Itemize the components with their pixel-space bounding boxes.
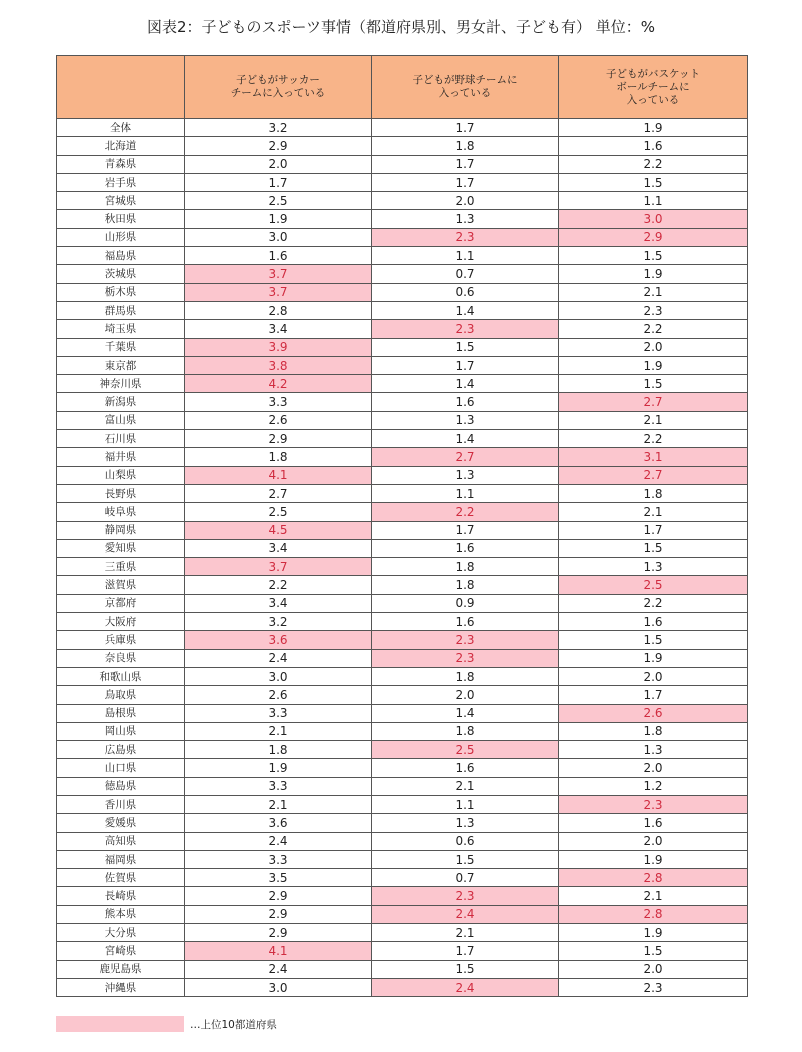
baseball-value-cell: 1.3 xyxy=(372,814,559,832)
prefecture-cell: 鹿児島県 xyxy=(57,960,185,978)
soccer-value-cell: 3.2 xyxy=(185,119,372,137)
prefecture-cell: 山形県 xyxy=(57,228,185,246)
table-row xyxy=(57,375,748,393)
table-row xyxy=(57,576,748,594)
prefecture-cell: 佐賀県 xyxy=(57,869,185,887)
table-row xyxy=(57,247,748,265)
basketball-value-cell: 2.2 xyxy=(559,430,748,448)
baseball-value-cell: 2.3 xyxy=(372,887,559,905)
table-row xyxy=(57,594,748,612)
basketball-value-cell: 3.1 xyxy=(559,448,748,466)
baseball-value-cell: 1.4 xyxy=(372,375,559,393)
soccer-value-cell: 3.7 xyxy=(185,265,372,283)
prefecture-cell: 栃木県 xyxy=(57,283,185,301)
basketball-value-cell: 2.1 xyxy=(559,283,748,301)
table-row xyxy=(57,686,748,704)
table-row xyxy=(57,631,748,649)
basketball-value-cell: 1.9 xyxy=(559,119,748,137)
prefecture-cell: 山梨県 xyxy=(57,466,185,484)
baseball-value-cell: 1.6 xyxy=(372,393,559,411)
basketball-value-cell: 2.3 xyxy=(559,301,748,319)
prefecture-cell: 長崎県 xyxy=(57,887,185,905)
basketball-value-cell: 2.0 xyxy=(559,667,748,685)
prefecture-cell: 奈良県 xyxy=(57,649,185,667)
baseball-value-cell: 0.6 xyxy=(372,283,559,301)
soccer-value-cell: 2.5 xyxy=(185,503,372,521)
basketball-value-cell: 1.5 xyxy=(559,247,748,265)
prefecture-cell: 群馬県 xyxy=(57,301,185,319)
prefecture-cell: 京都府 xyxy=(57,594,185,612)
soccer-value-cell: 2.6 xyxy=(185,686,372,704)
prefecture-cell: 全体 xyxy=(57,119,185,137)
soccer-value-cell: 3.0 xyxy=(185,667,372,685)
table-row xyxy=(57,466,748,484)
basketball-value-cell: 1.9 xyxy=(559,265,748,283)
soccer-value-cell: 4.5 xyxy=(185,521,372,539)
prefecture-cell: 宮城県 xyxy=(57,192,185,210)
basketball-value-cell: 2.1 xyxy=(559,411,748,429)
soccer-value-cell: 2.4 xyxy=(185,832,372,850)
prefecture-cell: 愛知県 xyxy=(57,539,185,557)
basketball-value-cell: 2.5 xyxy=(559,576,748,594)
prefecture-cell: 鳥取県 xyxy=(57,686,185,704)
soccer-value-cell: 3.2 xyxy=(185,613,372,631)
header-cell-baseball: 子どもが野球チームに 入っている xyxy=(372,56,559,119)
table-row xyxy=(57,887,748,905)
soccer-value-cell: 1.7 xyxy=(185,173,372,191)
table-row xyxy=(57,722,748,740)
basketball-value-cell: 1.5 xyxy=(559,375,748,393)
basketball-value-cell: 2.0 xyxy=(559,759,748,777)
soccer-value-cell: 1.8 xyxy=(185,741,372,759)
basketball-value-cell: 2.8 xyxy=(559,869,748,887)
basketball-value-cell: 1.2 xyxy=(559,777,748,795)
soccer-value-cell: 2.9 xyxy=(185,137,372,155)
baseball-value-cell: 1.3 xyxy=(372,466,559,484)
basketball-value-cell: 2.7 xyxy=(559,393,748,411)
prefecture-cell: 兵庫県 xyxy=(57,631,185,649)
prefecture-cell: 青森県 xyxy=(57,155,185,173)
prefecture-cell: 沖縄県 xyxy=(57,978,185,996)
table-row xyxy=(57,704,748,722)
prefecture-cell: 愛媛県 xyxy=(57,814,185,832)
table-row xyxy=(57,283,748,301)
basketball-value-cell: 2.1 xyxy=(559,503,748,521)
table-row xyxy=(57,869,748,887)
baseball-value-cell: 1.6 xyxy=(372,613,559,631)
basketball-value-cell: 1.6 xyxy=(559,137,748,155)
basketball-value-cell: 2.2 xyxy=(559,594,748,612)
basketball-value-cell: 2.0 xyxy=(559,960,748,978)
soccer-value-cell: 2.9 xyxy=(185,887,372,905)
soccer-value-cell: 2.4 xyxy=(185,960,372,978)
prefecture-cell: 徳島県 xyxy=(57,777,185,795)
basketball-value-cell: 3.0 xyxy=(559,210,748,228)
basketball-value-cell: 1.5 xyxy=(559,942,748,960)
prefecture-cell: 島根県 xyxy=(57,704,185,722)
table-row xyxy=(57,613,748,631)
soccer-value-cell: 3.6 xyxy=(185,814,372,832)
soccer-value-cell: 3.0 xyxy=(185,978,372,996)
basketball-value-cell: 1.3 xyxy=(559,558,748,576)
basketball-value-cell: 2.3 xyxy=(559,795,748,813)
soccer-value-cell: 4.1 xyxy=(185,466,372,484)
soccer-value-cell: 3.7 xyxy=(185,283,372,301)
baseball-value-cell: 2.3 xyxy=(372,631,559,649)
table-row xyxy=(57,777,748,795)
prefecture-cell: 長野県 xyxy=(57,484,185,502)
soccer-value-cell: 3.9 xyxy=(185,338,372,356)
baseball-value-cell: 1.6 xyxy=(372,539,559,557)
basketball-value-cell: 1.9 xyxy=(559,356,748,374)
soccer-value-cell: 3.0 xyxy=(185,228,372,246)
basketball-value-cell: 2.2 xyxy=(559,320,748,338)
prefecture-cell: 岐阜県 xyxy=(57,503,185,521)
soccer-value-cell: 3.3 xyxy=(185,704,372,722)
baseball-value-cell: 1.8 xyxy=(372,667,559,685)
table-row xyxy=(57,137,748,155)
soccer-value-cell: 3.5 xyxy=(185,869,372,887)
soccer-value-cell: 3.3 xyxy=(185,850,372,868)
basketball-value-cell: 1.3 xyxy=(559,741,748,759)
baseball-value-cell: 2.4 xyxy=(372,978,559,996)
basketball-value-cell: 2.2 xyxy=(559,155,748,173)
soccer-value-cell: 2.4 xyxy=(185,649,372,667)
prefecture-cell: 北海道 xyxy=(57,137,185,155)
page-title: 図表2：子どものスポーツ事情（都道府県別、男女計、子ども有） 単位：% xyxy=(147,18,655,36)
soccer-value-cell: 2.8 xyxy=(185,301,372,319)
soccer-value-cell: 2.9 xyxy=(185,430,372,448)
table-row xyxy=(57,448,748,466)
table-row xyxy=(57,173,748,191)
table-row xyxy=(57,265,748,283)
prefecture-cell: 埼玉県 xyxy=(57,320,185,338)
baseball-value-cell: 1.8 xyxy=(372,722,559,740)
table-row xyxy=(57,228,748,246)
soccer-value-cell: 4.1 xyxy=(185,942,372,960)
soccer-value-cell: 2.2 xyxy=(185,576,372,594)
prefecture-cell: 福島県 xyxy=(57,247,185,265)
prefecture-cell: 富山県 xyxy=(57,411,185,429)
table-row xyxy=(57,393,748,411)
baseball-value-cell: 1.7 xyxy=(372,119,559,137)
baseball-value-cell: 2.0 xyxy=(372,686,559,704)
soccer-value-cell: 2.9 xyxy=(185,924,372,942)
basketball-value-cell: 1.5 xyxy=(559,173,748,191)
prefecture-cell: 茨城県 xyxy=(57,265,185,283)
table-row xyxy=(57,832,748,850)
soccer-value-cell: 1.9 xyxy=(185,210,372,228)
baseball-value-cell: 2.7 xyxy=(372,448,559,466)
soccer-value-cell: 2.6 xyxy=(185,411,372,429)
prefecture-cell: 神奈川県 xyxy=(57,375,185,393)
soccer-value-cell: 3.4 xyxy=(185,320,372,338)
soccer-value-cell: 3.8 xyxy=(185,356,372,374)
baseball-value-cell: 2.0 xyxy=(372,192,559,210)
baseball-value-cell: 2.3 xyxy=(372,320,559,338)
table-row xyxy=(57,338,748,356)
baseball-value-cell: 2.1 xyxy=(372,777,559,795)
table-row xyxy=(57,978,748,996)
baseball-value-cell: 1.1 xyxy=(372,484,559,502)
soccer-value-cell: 2.0 xyxy=(185,155,372,173)
prefecture-cell: 熊本県 xyxy=(57,905,185,923)
table-row xyxy=(57,795,748,813)
baseball-value-cell: 1.3 xyxy=(372,411,559,429)
header-row xyxy=(57,56,748,119)
prefecture-cell: 香川県 xyxy=(57,795,185,813)
table-row xyxy=(57,320,748,338)
soccer-value-cell: 3.7 xyxy=(185,558,372,576)
baseball-value-cell: 1.7 xyxy=(372,155,559,173)
table-row xyxy=(57,521,748,539)
prefecture-cell: 石川県 xyxy=(57,430,185,448)
baseball-value-cell: 2.4 xyxy=(372,905,559,923)
baseball-value-cell: 0.9 xyxy=(372,594,559,612)
baseball-value-cell: 0.7 xyxy=(372,869,559,887)
prefecture-cell: 東京都 xyxy=(57,356,185,374)
baseball-value-cell: 1.7 xyxy=(372,942,559,960)
baseball-value-cell: 1.5 xyxy=(372,960,559,978)
prefecture-cell: 和歌山県 xyxy=(57,667,185,685)
prefecture-cell: 福岡県 xyxy=(57,850,185,868)
soccer-value-cell: 1.6 xyxy=(185,247,372,265)
basketball-value-cell: 2.1 xyxy=(559,887,748,905)
baseball-value-cell: 2.1 xyxy=(372,924,559,942)
soccer-value-cell: 4.2 xyxy=(185,375,372,393)
table-row xyxy=(57,960,748,978)
table-row xyxy=(57,192,748,210)
basketball-value-cell: 2.6 xyxy=(559,704,748,722)
basketball-value-cell: 1.8 xyxy=(559,722,748,740)
baseball-value-cell: 2.2 xyxy=(372,503,559,521)
basketball-value-cell: 1.6 xyxy=(559,814,748,832)
baseball-value-cell: 1.8 xyxy=(372,137,559,155)
table-row xyxy=(57,558,748,576)
soccer-value-cell: 3.3 xyxy=(185,393,372,411)
basketball-value-cell: 1.5 xyxy=(559,631,748,649)
prefecture-cell: 静岡県 xyxy=(57,521,185,539)
basketball-value-cell: 1.9 xyxy=(559,649,748,667)
soccer-value-cell: 2.7 xyxy=(185,484,372,502)
basketball-value-cell: 2.3 xyxy=(559,978,748,996)
basketball-value-cell: 1.7 xyxy=(559,686,748,704)
prefecture-cell: 宮崎県 xyxy=(57,942,185,960)
prefecture-cell: 広島県 xyxy=(57,741,185,759)
table-row xyxy=(57,924,748,942)
table-row xyxy=(57,210,748,228)
table-row xyxy=(57,759,748,777)
basketball-value-cell: 1.7 xyxy=(559,521,748,539)
soccer-value-cell: 2.1 xyxy=(185,795,372,813)
legend-label: …上位10都道府県 xyxy=(190,1018,277,1031)
header-cell-soccer: 子どもがサッカー チームに入っている xyxy=(185,56,372,119)
basketball-value-cell: 1.8 xyxy=(559,484,748,502)
header-cell-prefecture xyxy=(57,56,185,119)
basketball-value-cell: 2.9 xyxy=(559,228,748,246)
table-header xyxy=(57,56,748,119)
table-row xyxy=(57,649,748,667)
baseball-value-cell: 1.4 xyxy=(372,704,559,722)
baseball-value-cell: 1.7 xyxy=(372,521,559,539)
table-body xyxy=(57,119,748,997)
basketball-value-cell: 1.5 xyxy=(559,539,748,557)
table-row xyxy=(57,430,748,448)
table-row xyxy=(57,741,748,759)
table-row xyxy=(57,411,748,429)
basketball-value-cell: 1.9 xyxy=(559,924,748,942)
prefecture-cell: 秋田県 xyxy=(57,210,185,228)
soccer-value-cell: 3.6 xyxy=(185,631,372,649)
baseball-value-cell: 2.5 xyxy=(372,741,559,759)
table-row xyxy=(57,484,748,502)
baseball-value-cell: 2.3 xyxy=(372,228,559,246)
baseball-value-cell: 1.4 xyxy=(372,301,559,319)
soccer-value-cell: 1.8 xyxy=(185,448,372,466)
table-row xyxy=(57,356,748,374)
prefecture-cell: 福井県 xyxy=(57,448,185,466)
soccer-value-cell: 2.9 xyxy=(185,905,372,923)
legend-swatch xyxy=(56,1016,184,1032)
prefecture-cell: 岩手県 xyxy=(57,173,185,191)
table-row xyxy=(57,814,748,832)
prefecture-cell: 新潟県 xyxy=(57,393,185,411)
soccer-value-cell: 3.3 xyxy=(185,777,372,795)
table-row xyxy=(57,155,748,173)
basketball-value-cell: 2.0 xyxy=(559,832,748,850)
legend xyxy=(56,1016,277,1032)
prefecture-cell: 高知県 xyxy=(57,832,185,850)
prefecture-cell: 大分県 xyxy=(57,924,185,942)
prefecture-cell: 三重県 xyxy=(57,558,185,576)
header-cell-basketball: 子どもがバスケット ボールチームに 入っている xyxy=(559,56,748,119)
baseball-value-cell: 1.1 xyxy=(372,795,559,813)
baseball-value-cell: 1.3 xyxy=(372,210,559,228)
baseball-value-cell: 1.7 xyxy=(372,173,559,191)
basketball-value-cell: 1.9 xyxy=(559,850,748,868)
baseball-value-cell: 2.3 xyxy=(372,649,559,667)
table-row xyxy=(57,119,748,137)
soccer-value-cell: 3.4 xyxy=(185,539,372,557)
basketball-value-cell: 1.6 xyxy=(559,613,748,631)
baseball-value-cell: 1.8 xyxy=(372,576,559,594)
soccer-value-cell: 1.9 xyxy=(185,759,372,777)
baseball-value-cell: 1.5 xyxy=(372,850,559,868)
basketball-value-cell: 2.8 xyxy=(559,905,748,923)
soccer-value-cell: 2.5 xyxy=(185,192,372,210)
baseball-value-cell: 0.6 xyxy=(372,832,559,850)
soccer-value-cell: 2.1 xyxy=(185,722,372,740)
baseball-value-cell: 1.5 xyxy=(372,338,559,356)
baseball-value-cell: 1.4 xyxy=(372,430,559,448)
table-row xyxy=(57,667,748,685)
basketball-value-cell: 2.7 xyxy=(559,466,748,484)
baseball-value-cell: 1.1 xyxy=(372,247,559,265)
basketball-value-cell: 2.0 xyxy=(559,338,748,356)
table-row xyxy=(57,539,748,557)
baseball-value-cell: 0.7 xyxy=(372,265,559,283)
prefecture-cell: 山口県 xyxy=(57,759,185,777)
table-row xyxy=(57,942,748,960)
basketball-value-cell: 1.1 xyxy=(559,192,748,210)
data-table xyxy=(56,55,748,997)
soccer-value-cell: 3.4 xyxy=(185,594,372,612)
prefecture-cell: 千葉県 xyxy=(57,338,185,356)
baseball-value-cell: 1.7 xyxy=(372,356,559,374)
table-row xyxy=(57,905,748,923)
baseball-value-cell: 1.6 xyxy=(372,759,559,777)
prefecture-cell: 岡山県 xyxy=(57,722,185,740)
table-row xyxy=(57,850,748,868)
table-row xyxy=(57,301,748,319)
prefecture-cell: 滋賀県 xyxy=(57,576,185,594)
baseball-value-cell: 1.8 xyxy=(372,558,559,576)
prefecture-cell: 大阪府 xyxy=(57,613,185,631)
table-row xyxy=(57,503,748,521)
